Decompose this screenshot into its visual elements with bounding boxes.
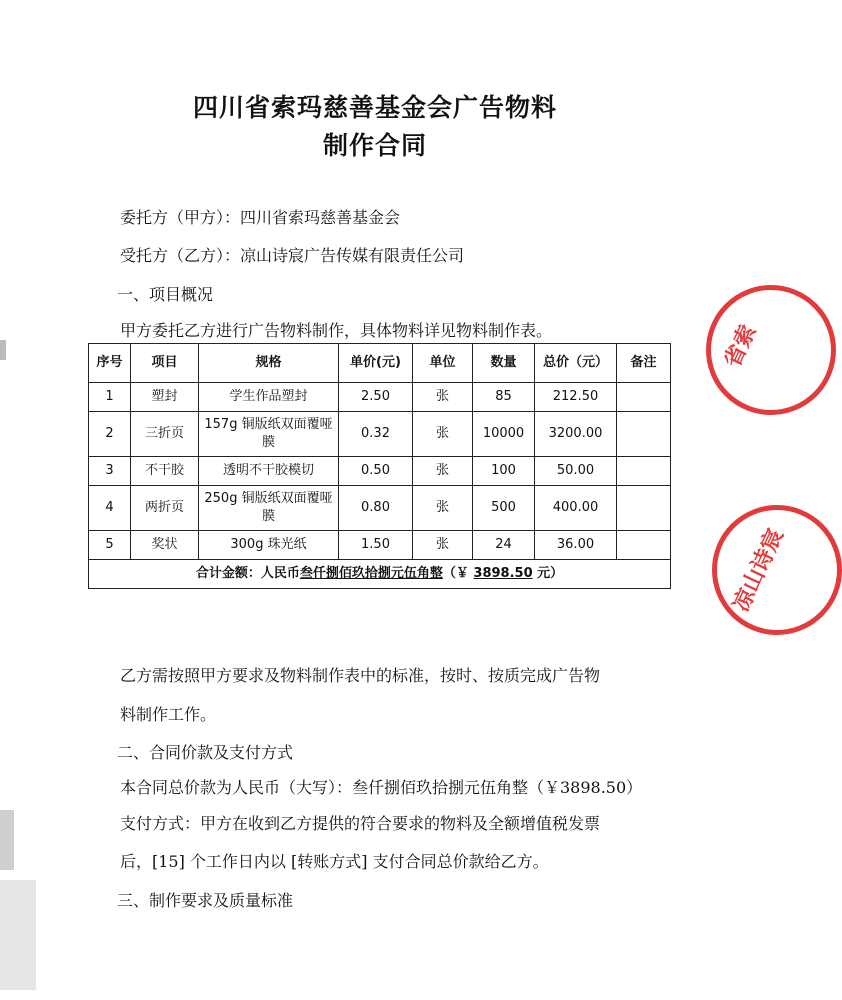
section-2-heading: 二、合同价款及支付方式 [117, 743, 294, 762]
header-total: 总价（元） [535, 344, 617, 383]
cell-total: 212.50 [535, 383, 617, 412]
table-row [89, 383, 671, 412]
cell-qty: 10000 [473, 412, 535, 457]
header-item: 项目 [131, 344, 199, 383]
cell-spec: 300g 珠光纸 [199, 531, 339, 560]
cell-no: 2 [89, 412, 131, 457]
header-spec: 规格 [199, 344, 339, 383]
cell-unit-price: 2.50 [339, 383, 413, 412]
section-1-after-line2: 料制作工作。 [120, 705, 217, 724]
cell-spec: 250g 铜版纸双面覆哑膜 [199, 486, 339, 531]
cell-total: 36.00 [535, 531, 617, 560]
cell-unit-price: 1.50 [339, 531, 413, 560]
total-amount-cell [89, 560, 671, 589]
contractor-party: 受托方（乙方）：凉山诗宸广告传媒有限责任公司 [120, 246, 465, 265]
table-row [89, 486, 671, 531]
cell-qty: 100 [473, 457, 535, 486]
header-qty: 数量 [473, 344, 535, 383]
section-1-heading: 一、项目概况 [117, 285, 214, 304]
cell-item: 奖状 [131, 531, 199, 560]
scan-edge-mark [0, 810, 14, 870]
section-2-payment-line1: 支付方式：甲方在收到乙方提供的符合要求的物料及全额增值税发票 [120, 814, 601, 833]
cell-spec: 学生作品塑封 [199, 383, 339, 412]
section-2-payment-line2: 后，[15] 个工作日内以 [转账方式] 支付合同总价款给乙方。 [120, 852, 549, 871]
cell-item: 塑封 [131, 383, 199, 412]
table-header-row [89, 344, 671, 383]
table-row [89, 457, 671, 486]
cell-no: 3 [89, 457, 131, 486]
client-party: 委托方（甲方）：四川省索玛慈善基金会 [120, 208, 401, 227]
cell-item: 三折页 [131, 412, 199, 457]
cell-note [617, 412, 671, 457]
cell-item: 不干胶 [131, 457, 199, 486]
total-close: 元） [537, 566, 564, 581]
total-amount-number: 3898.50 [473, 566, 533, 581]
total-amount-words: 叁仟捌佰玖拾捌元伍角整 [299, 566, 443, 581]
cell-note [617, 457, 671, 486]
cell-item: 两折页 [131, 486, 199, 531]
cell-unit-price: 0.80 [339, 486, 413, 531]
table-total-row [89, 560, 671, 589]
cell-unit-price: 0.32 [339, 412, 413, 457]
seal-stamp-bottom [712, 505, 842, 635]
cell-unit-price: 0.50 [339, 457, 413, 486]
header-no: 序号 [89, 344, 131, 383]
cell-qty: 500 [473, 486, 535, 531]
header-unit-price: 单价(元) [339, 344, 413, 383]
table-row [89, 412, 671, 457]
seal-stamp-top [706, 285, 836, 415]
cell-note [617, 531, 671, 560]
section-1-after-line1: 乙方需按照甲方要求及物料制作表中的标准，按时、按质完成广告物 [120, 666, 601, 685]
header-note: 备注 [617, 344, 671, 383]
total-open: （￥ [442, 566, 469, 581]
cell-unit: 张 [413, 457, 473, 486]
cell-unit: 张 [413, 531, 473, 560]
seal-bottom-text: 凉山诗宸 [728, 525, 789, 616]
cell-unit: 张 [413, 486, 473, 531]
total-label: 合计金额：人民币 [195, 566, 300, 581]
cell-total: 3200.00 [535, 412, 617, 457]
cell-unit: 张 [413, 412, 473, 457]
section-3-heading: 三、制作要求及质量标准 [117, 891, 294, 910]
cell-total: 50.00 [535, 457, 617, 486]
cell-qty: 24 [473, 531, 535, 560]
contract-title-line2: 制作合同 [322, 131, 427, 160]
cell-no: 1 [89, 383, 131, 412]
cell-spec: 157g 铜版纸双面覆哑膜 [199, 412, 339, 457]
contract-title-line1: 四川省索玛慈善基金会广告物料 [192, 93, 557, 122]
cell-total: 400.00 [535, 486, 617, 531]
cell-spec: 透明不干胶模切 [199, 457, 339, 486]
cell-qty: 85 [473, 383, 535, 412]
cell-note [617, 383, 671, 412]
scan-edge-mark [0, 880, 36, 990]
cell-note [617, 486, 671, 531]
cell-no: 4 [89, 486, 131, 531]
section-1-intro: 甲方委托乙方进行广告物料制作，具体物料详见物料制作表。 [120, 321, 553, 340]
materials-table [88, 343, 671, 589]
seal-top-text: 省索 [720, 321, 762, 372]
scan-edge-mark [0, 340, 6, 360]
cell-no: 5 [89, 531, 131, 560]
table-row [89, 531, 671, 560]
cell-unit: 张 [413, 383, 473, 412]
header-unit: 单位 [413, 344, 473, 383]
section-2-total: 本合同总价款为人民币（大写）：叁仟捌佰玖拾捌元伍角整（￥3898.50） [120, 778, 643, 797]
